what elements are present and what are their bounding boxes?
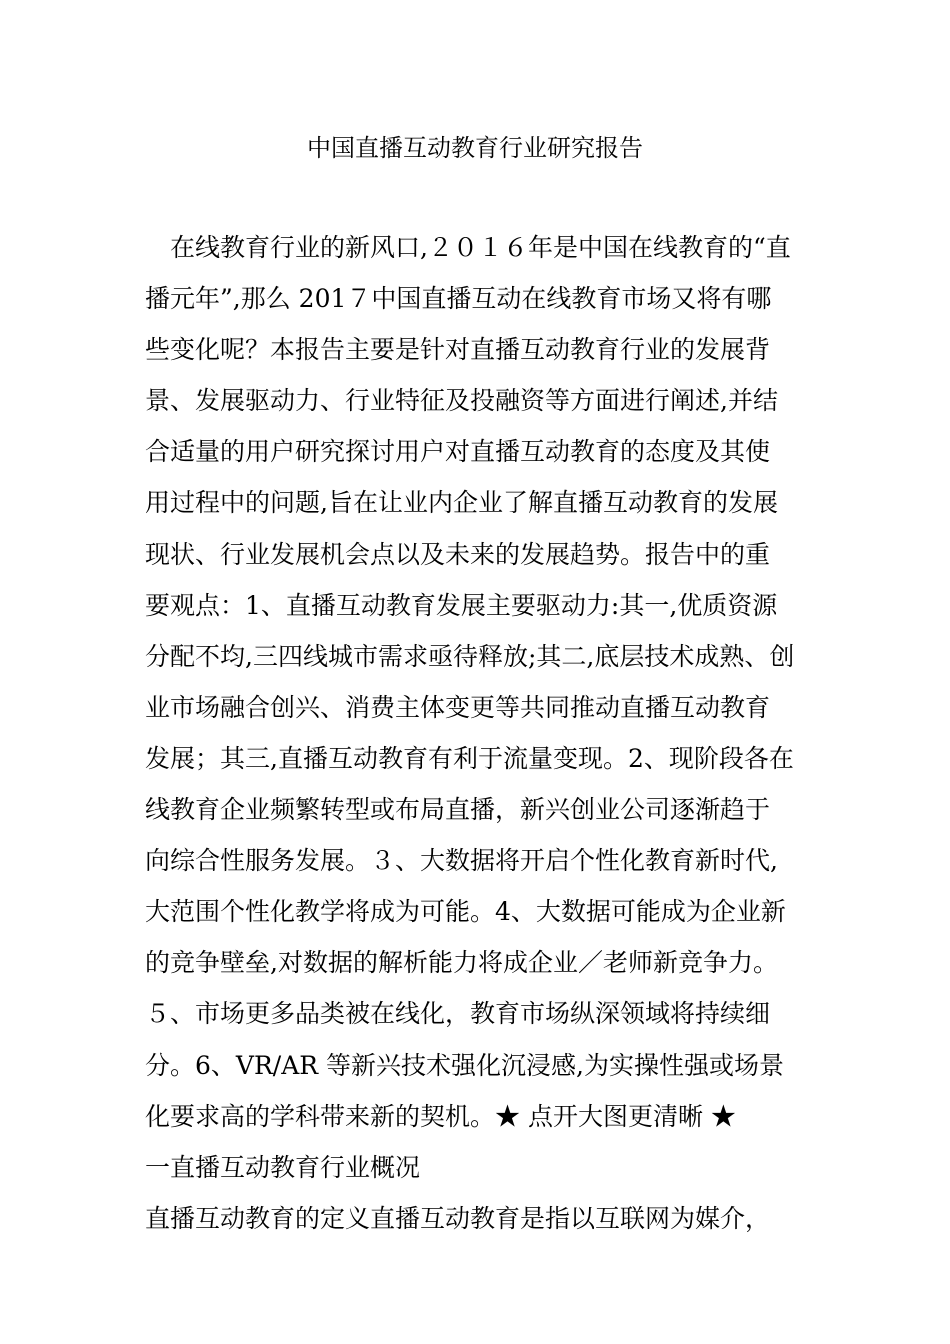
body-line: 分。6、VR/AR 等新兴技术强化沉浸感,为实操性强或场景	[145, 1050, 784, 1080]
body-line: 景、发展驱动力、行业特征及投融资等方面进行阐述,并结	[145, 386, 778, 416]
body-line: ５、市场更多品类被在线化，教育市场纵深领域将持续细	[145, 999, 771, 1029]
body-line: 向综合性服务发展。３、大数据将开启个性化教育新时代,	[145, 846, 778, 876]
body-line: 播元年”,那么 201７中国直播互动在线教育市场又将有哪	[145, 284, 772, 314]
body-line: 大范围个性化教学将成为可能。4、大数据可能成为企业新	[145, 897, 786, 927]
body-line: 的竞争壁垒,对数据的解析能力将成企业／老师新竞争力。	[145, 948, 778, 978]
body-line: 分配不均,三四线城市需求亟待释放;其二,底层技术成熟、创	[145, 641, 795, 671]
body-line: 些变化呢？本报告主要是针对直播互动教育行业的发展背	[145, 335, 771, 365]
document-body	[145, 228, 810, 1250]
body-line: 线教育企业频繁转型或布局直播，新兴创业公司逐渐趋于	[145, 795, 771, 825]
body-line: 在线教育行业的新风口,２０１６年是中国在线教育的“直	[145, 233, 791, 262]
body-line: 要观点：1、直播互动教育发展主要驱动力:其一,优质资源	[145, 590, 778, 620]
body-line: 用过程中的问题,旨在让业内企业了解直播互动教育的发展	[145, 488, 778, 518]
body-line: 化要求高的学科带来新的契机。★ 点开大图更清晰 ★	[145, 1101, 736, 1131]
body-line: 业市场融合创兴、消费主体变更等共同推动直播互动教育	[145, 692, 771, 722]
body-line: 发展；其三,直播互动教育有利于流量变现。2、现阶段各在	[145, 743, 794, 773]
body-line: 直播互动教育的定义直播互动教育是指以互联网为媒介，	[145, 1203, 771, 1233]
body-line: 现状、行业发展机会点以及未来的发展趋势。报告中的重	[145, 539, 771, 569]
document-title: 中国直播互动教育行业研究报告	[307, 134, 643, 162]
body-line: 合适量的用户研究探讨用户对直播互动教育的态度及其使	[145, 437, 771, 467]
section-heading: 一直播互动教育行业概况	[145, 1152, 421, 1182]
